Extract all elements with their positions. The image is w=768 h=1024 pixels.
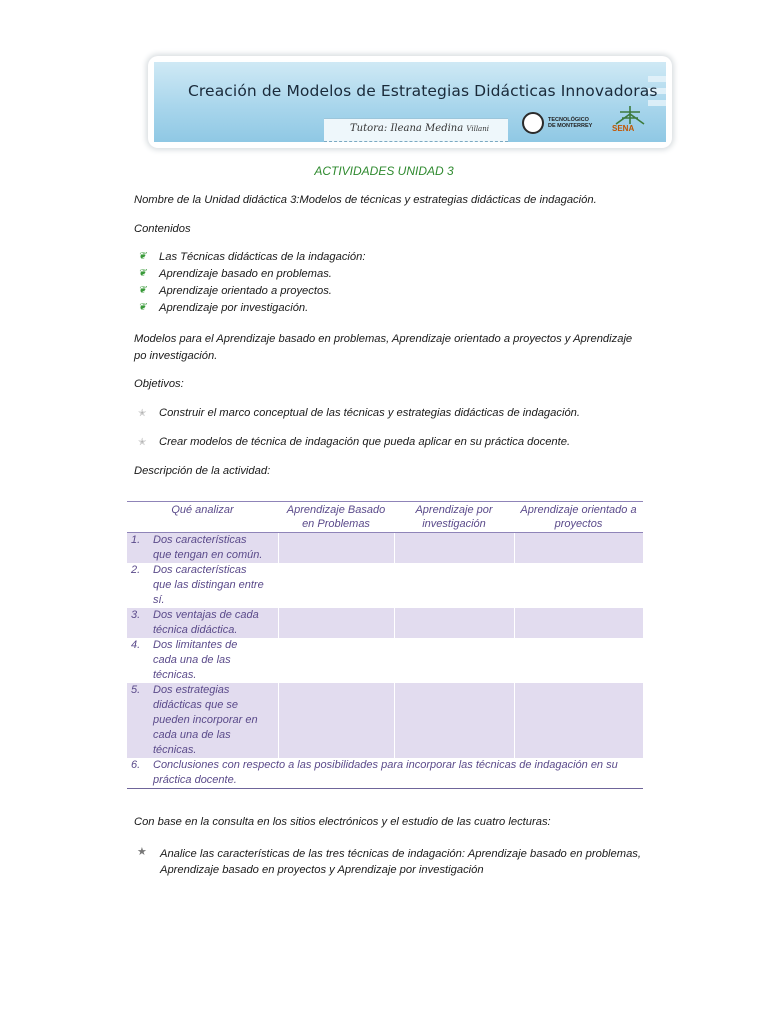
models-paragraph: Modelos para el Aprendizaje basado en problemas, Aprendizaje orientado a proyectos y Aprendizaje po investigación. <box>134 333 633 362</box>
table-row <box>127 758 643 789</box>
unit-name: Nombre de la Unidad didáctica 3:Modelos de técnicas y estrategias didácticas de indagación. <box>134 194 597 206</box>
row-label-cell: 2. Dos características que las distingan entre sí. <box>131 564 264 606</box>
analyze-instruction: Analice las características de las tres técnicas de indagación: Aprendizaje basado en problemas, Aprendizaje basado en proyectos y Aprendizaje por investigación <box>160 848 641 876</box>
tutor-box <box>324 118 508 142</box>
header-banner <box>148 56 672 148</box>
column-header: Aprendizaje Basado en Problemas <box>278 502 394 533</box>
table-row <box>127 638 643 683</box>
tutor-name: Tutora: Ileana Medina Villani <box>350 123 489 134</box>
row-label-cell: 6. Conclusiones con respecto a las posibilidades para incorporar las técnicas de indagación en su práctica docente. <box>127 758 643 789</box>
star-bullet-icon: ✭ <box>138 437 147 448</box>
banner-image <box>154 62 666 142</box>
table-row <box>127 608 643 638</box>
leaf-bullet-icon: ❦ <box>138 251 147 262</box>
activity-description-label: Descripción de la actividad: <box>134 465 271 477</box>
page-heading: ACTIVIDADES UNIDAD 3 <box>314 164 454 178</box>
objectives-label: Objetivos: <box>134 378 184 390</box>
sena-emblem-icon <box>610 104 650 126</box>
row-label-cell: 3. Dos ventajas de cada técnica didáctica. <box>127 608 278 638</box>
row-label-cell: 4. Dos limitantes de cada una de las técnicas. <box>131 639 238 681</box>
column-header: Aprendizaje orientado a proyectos <box>514 502 643 533</box>
banner-title: Creación de Modelos de Estrategias Didácticas Innovadoras <box>188 82 658 100</box>
table-row <box>127 533 643 564</box>
leaf-bullet-icon: ❦ <box>138 285 147 296</box>
column-header: Aprendizaje por investigación <box>394 502 514 533</box>
activity-table <box>127 501 643 789</box>
star-bullet-icon: ✭ <box>138 408 147 419</box>
leaf-bullet-icon: ❦ <box>138 302 147 313</box>
consult-text: Con base en la consulta en los sitios electrónicos y el estudio de las cuatro lecturas: <box>134 816 551 828</box>
objective-item: Construir el marco conceptual de las técnicas y estrategias didácticas de indagación. <box>159 407 581 419</box>
row-label-cell: 1. Dos características que tengan en común. <box>127 533 278 564</box>
pin-bullet-icon: ★ <box>137 846 147 858</box>
table-row <box>127 683 643 758</box>
table-header-row <box>127 502 643 533</box>
row-label-cell: 5. Dos estrategias didácticas que se pueden incorporar en cada una de las técnicas. <box>127 683 278 758</box>
leaf-bullet-icon: ❦ <box>138 268 147 279</box>
column-header: Qué analizar <box>127 502 278 533</box>
contents-label: Contenidos <box>134 223 191 235</box>
sena-logo: SENA <box>610 104 650 140</box>
objective-item: Crear modelos de técnica de indagación que pueda aplicar en su práctica docente. <box>159 436 571 448</box>
tec-seal-icon <box>522 112 544 134</box>
tec-monterrey-logo: TECNOLÓGICO DE MONTERREY <box>522 112 602 140</box>
banner-stripe <box>648 100 666 106</box>
table-row <box>127 563 643 608</box>
